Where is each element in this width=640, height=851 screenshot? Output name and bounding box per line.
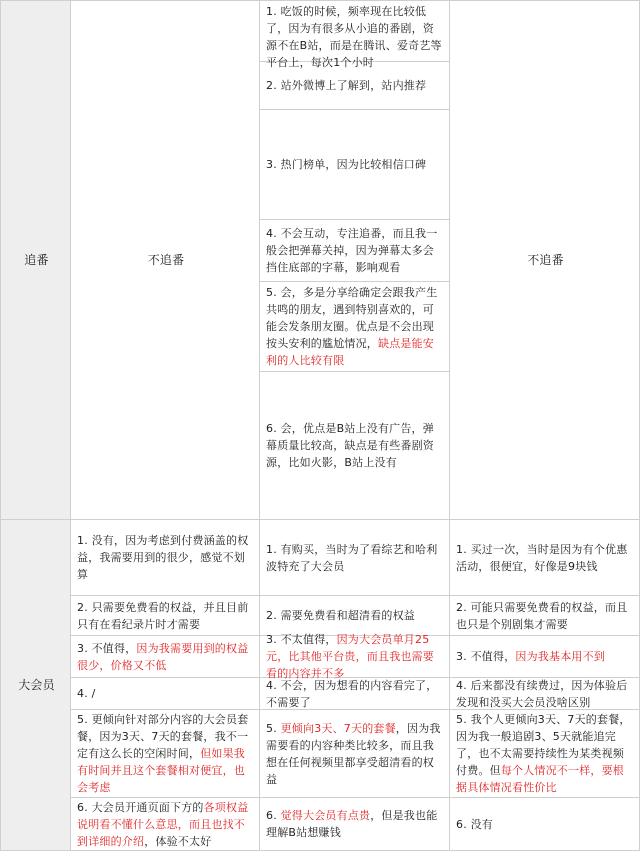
cell-text-span: 6. 大会员开通页面下方的 (77, 800, 204, 814)
cell-text-span: 4. 不会互动，专注追番，而且我一般会把弹幕关掉，因为弹幕太多会挡住底部的字幕，影响观看 (266, 227, 438, 274)
cell-text (266, 420, 445, 471)
cell-text (266, 677, 445, 711)
dahuiyuan-row-3-col2 (260, 633, 450, 680)
cell-text (77, 685, 96, 702)
highlight-text: 觉得大会员有点贵 (280, 809, 371, 822)
cell-text-span: 3. 不太值得， (266, 633, 337, 646)
highlight-text: 各项权益说明看不懂什么意思，而且也找不到详细的介绍 (77, 800, 249, 848)
dahuiyuan-row-3-col1 (71, 636, 260, 678)
cell-text-span: 3. 不值得， (456, 650, 516, 663)
section-label-zhuifan: 追番 (0, 0, 71, 520)
cell-text-span: ，但是我也能理解B站想赚钱 (266, 809, 438, 839)
dahuiyuan-row-1-col2 (260, 520, 450, 596)
cell-text-span: 2. 可能只需要免费看的权益，而且也只是个别剧集才需要 (456, 600, 628, 631)
cell-text (77, 640, 255, 674)
dahuiyuan-row-2-col1 (71, 596, 260, 636)
cell-text (266, 284, 445, 369)
cell-text (77, 532, 255, 583)
cell-text-span: 5. 我个人更倾向3天、7天的套餐，因为我一般追剧3、5天就能追完了，也不太需要持续性为某类视频付费。但 (456, 713, 631, 777)
cell-text-span: 6. 没有 (456, 817, 493, 831)
cell-text-span: 4. 不会，因为想看的内容看完了，不需要了 (266, 678, 438, 709)
highlight-text: 因为我需要用到的权益很少，价格又不低 (77, 641, 249, 672)
cell-text (266, 807, 445, 841)
cell-text-span: 1. 吃饭的时候，频率现在比较低了，因为有很多从小追的番剧，资源不在B站，而是在腾讯、爱奇艺等平台上，每次1个小时 (266, 5, 442, 69)
cell-text (266, 3, 445, 71)
zhuifan-col2-item-2 (260, 62, 450, 110)
cell-text-span: 1. 有购买，当时为了看综艺和哈利波特充了大会员 (266, 542, 438, 573)
cell-text-span: 2. 需要免费看和超清看的权益 (266, 609, 415, 622)
dahuiyuan-row-6-col2 (260, 798, 450, 851)
zhuifan-col2-item-6 (260, 372, 450, 520)
cell-text (456, 816, 493, 833)
cell-text-span: 1. 没有，因为考虑到付费涵盖的权益，我需要用到的很少，感觉不划算 (77, 534, 249, 581)
cell-text-span: 5. 更倾向针对部分内容的大会员套餐，因为3天、7天的套餐，我不一定有这么长的空闲时间， (77, 713, 249, 760)
dahuiyuan-row-4-col2 (260, 678, 450, 710)
zhuifan-col3-cell: 不追番 (450, 0, 640, 520)
highlight-text: 每个人情况不一样，要根据具体情况看性价比 (456, 764, 625, 794)
dahuiyuan-row-2-col3 (450, 596, 640, 636)
cell-text-span: 3. 不值得， (77, 641, 137, 655)
dahuiyuan-row-2-col2 (260, 596, 450, 636)
highlight-text: 更倾向3天、7天的套餐 (280, 721, 396, 735)
cell-text (266, 631, 445, 682)
cell-text-span: 5. (266, 721, 281, 735)
zhuifan-col2-item-3 (260, 110, 450, 220)
dahuiyuan-row-6-col1 (71, 798, 260, 851)
dahuiyuan-row-6-col3 (450, 798, 640, 851)
cell-text (456, 677, 635, 711)
cell-text (266, 607, 415, 624)
cell-text (266, 156, 426, 173)
dahuiyuan-row-1-col3 (450, 520, 640, 596)
cell-text (266, 225, 445, 276)
section-label-dahuiyuan: 大会员 (0, 520, 71, 851)
dahuiyuan-row-1-col1 (71, 520, 260, 596)
highlight-text: 缺点是能安利的人比较有限 (266, 337, 434, 367)
dahuiyuan-row-5-col2 (260, 710, 450, 798)
cell-text-span: 6. (266, 809, 281, 822)
cell-text-span: 4. / (77, 687, 96, 700)
cell-text-span: ，体验不太好 (144, 834, 212, 848)
cell-text-span: 2. 只需要免费看的权益，并且目前只有在看纪录片时才需要 (77, 600, 249, 631)
dahuiyuan-row-5-col3 (450, 710, 640, 798)
highlight-text: 因为大会员单月25元，比其他平台贵，而且我也需要看的内容并不多 (266, 633, 434, 680)
cell-text-span: 4. 后来都没有续费过，因为体验后发现和没买大会员没啥区别 (456, 678, 628, 709)
cell-text (456, 648, 605, 665)
cell-text (77, 711, 255, 796)
cell-text-span: ，因为我需要看的内容种类比较多，而且我想在任何视频里都享受超清看的权益 (266, 721, 441, 786)
cell-text (456, 711, 635, 796)
dahuiyuan-row-4-col3 (450, 678, 640, 710)
cell-text (266, 720, 445, 788)
cell-text-span: 1. 买过一次，当时是因为有个优惠活动，很便宜，好像是9块钱 (456, 542, 628, 573)
cell-text-span: 6. 会，优点是B站上没有广告，弹幕质量比较高，缺点是有些番剧资源，比如火影，B站上没有 (266, 422, 434, 469)
cell-text (456, 541, 635, 575)
cell-text (266, 77, 426, 94)
highlight-text: 因为我基本用不到 (515, 650, 606, 663)
zhuifan-col1-cell: 不追番 (71, 0, 260, 520)
dahuiyuan-row-3-col3 (450, 636, 640, 678)
dahuiyuan-row-5-col1 (71, 710, 260, 798)
highlight-text: 但如果我有时间并且这个套餐相对便宜，也会考虑 (77, 747, 246, 794)
cell-text (77, 599, 255, 633)
zhuifan-col2-item-4 (260, 220, 450, 282)
cell-text-span: 3. 热门榜单，因为比较相信口碑 (266, 158, 427, 171)
dahuiyuan-row-4-col1 (71, 678, 260, 710)
cell-text (77, 799, 255, 850)
cell-text-span: 5. 会，多是分享给确定会跟我产生共鸣的朋友，遇到特别喜欢的，可能会发条朋友圈。优点是不会出现按头安利的尴尬情况， (266, 286, 438, 350)
zhuifan-col2-item-1 (260, 0, 450, 69)
cell-text (266, 541, 445, 575)
cell-text (456, 599, 635, 633)
cell-text-span: 2. 站外微博上了解到，站内推荐 (266, 79, 427, 92)
zhuifan-col2-item-5 (260, 282, 450, 372)
